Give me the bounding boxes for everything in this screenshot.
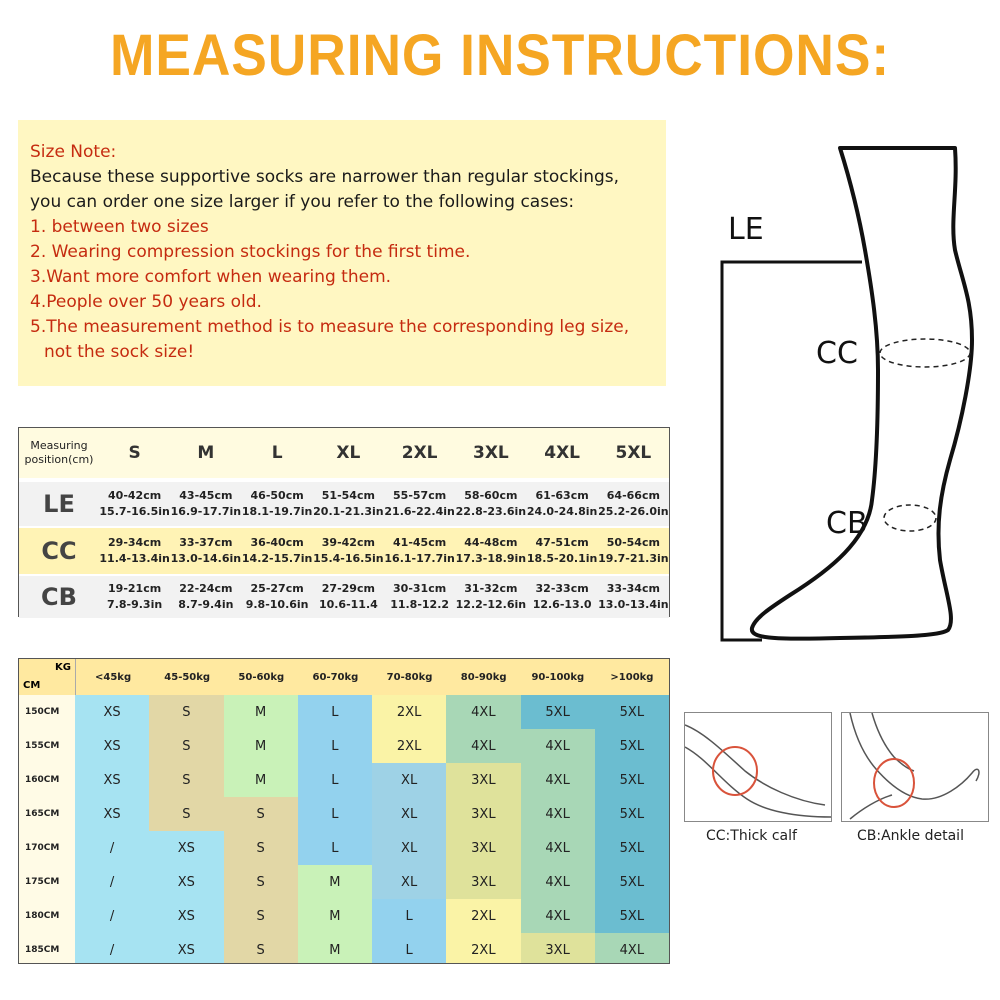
measure-cell (313, 576, 384, 618)
measure-cell (313, 482, 384, 526)
cc-detail-image (684, 712, 832, 822)
weight-header: 70-80kg (386, 671, 433, 683)
measure-cm: 33-37cm (179, 536, 233, 549)
size-cell: 3XL (446, 831, 520, 865)
measure-cell (384, 528, 455, 574)
page-title: MEASURING INSTRUCTIONS: (109, 23, 891, 88)
size-cell: XS (149, 865, 223, 899)
size-table-row-cc (19, 528, 669, 574)
measure-cm: 58-60cm (464, 489, 518, 502)
size-cell: 2XL (372, 729, 446, 763)
measure-cm: 25-27cm (250, 582, 304, 595)
measure-cm: 46-50cm (250, 489, 304, 502)
size-cell: XS (75, 695, 149, 729)
size-cell: XL (372, 797, 446, 831)
measure-in: 22.8-23.6in (455, 505, 527, 518)
size-cell: S (224, 797, 298, 831)
size-cell: 5XL (595, 763, 669, 797)
size-note-case-5b: not the sock size! (44, 342, 195, 362)
weight-header: 50-60kg (238, 671, 285, 683)
measure-in: 9.8-10.6in (245, 598, 309, 611)
measure-in: 24.0-24.8in (526, 505, 598, 518)
cm-label: CM (23, 680, 41, 691)
chart-row (19, 763, 669, 797)
size-cell: 4XL (521, 899, 595, 933)
measure-cell (455, 482, 526, 526)
size-note-intro-2: you can order one size larger if you refer to the following cases: (30, 192, 575, 212)
size-table-corner (19, 428, 99, 478)
kg-label: KG (55, 662, 71, 673)
measure-cell (170, 482, 241, 526)
measure-cell (455, 576, 526, 618)
cb-caption: CB:Ankle detail (857, 828, 964, 844)
weight-header: 45-50kg (164, 671, 211, 683)
size-table (18, 427, 670, 617)
size-cell: XS (75, 763, 149, 797)
measure-cell (598, 576, 669, 618)
size-cell: S (224, 899, 298, 933)
size-table-header (19, 428, 669, 478)
measure-in: 21.6-22.4in (384, 505, 455, 518)
ankle-detail-icon (842, 713, 988, 821)
size-table-row-cb (19, 576, 669, 618)
height-label: 185CM (19, 933, 75, 964)
measure-in: 12.2-12.6in (455, 598, 527, 611)
size-note-intro-1: Because these supportive socks are narrower than regular stockings, (30, 167, 620, 187)
size-cell: 5XL (595, 797, 669, 831)
weight-header: 80-90kg (460, 671, 507, 683)
measure-cell (598, 528, 669, 574)
size-header: 3XL (472, 443, 509, 463)
height-weight-body (19, 695, 669, 964)
size-cell: L (298, 763, 372, 797)
measure-cm: 36-40cm (250, 536, 304, 549)
measure-in: 11.8-12.2 (390, 598, 450, 611)
size-note-case-2: 2. Wearing compression stockings for the first time. (30, 242, 471, 262)
size-cell: M (224, 695, 298, 729)
height-label: 160CM (19, 763, 75, 797)
leg-diagram (700, 140, 1000, 650)
measure-in: 19.7-21.3in (598, 552, 669, 565)
size-cell: / (75, 865, 149, 899)
measure-in: 12.6-13.0 (532, 598, 592, 611)
measure-cell (598, 482, 669, 526)
measure-cm: 64-66cm (606, 489, 660, 502)
weight-header: <45kg (95, 671, 132, 683)
size-cell: M (224, 729, 298, 763)
size-cell: 4XL (521, 865, 595, 899)
measure-cm: 43-45cm (179, 489, 233, 502)
cc-caption: CC:Thick calf (706, 828, 797, 844)
thick-calf-icon (685, 713, 831, 821)
size-table-row-le (19, 482, 669, 526)
size-cell: / (75, 933, 149, 964)
size-cell: XS (75, 797, 149, 831)
measure-cell (384, 576, 455, 618)
size-cell: 5XL (521, 695, 595, 729)
measure-in: 17.3-18.9in (455, 552, 527, 565)
chart-row (19, 865, 669, 899)
size-cell: 2XL (446, 899, 520, 933)
measure-cm: 39-42cm (321, 536, 375, 549)
size-header: 2XL (401, 443, 438, 463)
measure-cm: 19-21cm (108, 582, 162, 595)
chart-row (19, 695, 669, 729)
size-cell: 2XL (446, 933, 520, 964)
size-note-heading: Size Note: (30, 142, 117, 162)
size-cell: S (149, 695, 223, 729)
size-note-case-1: 1. between two sizes (30, 217, 209, 237)
measure-cm: 61-63cm (535, 489, 589, 502)
weight-header: 60-70kg (312, 671, 359, 683)
size-cell: 4XL (521, 831, 595, 865)
measure-label: LE (43, 490, 75, 518)
size-cell: XL (372, 831, 446, 865)
size-cell: XS (149, 831, 223, 865)
measure-cell (384, 482, 455, 526)
chart-row (19, 933, 669, 964)
size-cell: XL (372, 763, 446, 797)
le-label: LE (728, 212, 764, 247)
measure-cm: 31-32cm (464, 582, 518, 595)
measure-in: 16.1-17.7in (384, 552, 455, 565)
size-cell: 5XL (595, 729, 669, 763)
size-cell: 2XL (372, 695, 446, 729)
measure-cm: 32-33cm (535, 582, 589, 595)
size-cell: XS (149, 933, 223, 964)
measure-in: 8.7-9.4in (178, 598, 234, 611)
measure-cell (99, 576, 170, 618)
height-label: 170CM (19, 831, 75, 865)
height-weight-chart (18, 658, 670, 964)
size-cell: L (298, 695, 372, 729)
measure-cm: 47-51cm (535, 536, 589, 549)
size-note-case-5a: 5.The measurement method is to measure the corresponding leg size, (30, 317, 630, 337)
measure-in: 18.1-19.7in (241, 505, 313, 518)
chart-row (19, 729, 669, 763)
measure-cm: 27-29cm (321, 582, 375, 595)
size-cell: 4XL (521, 729, 595, 763)
size-header: 4XL (544, 443, 581, 463)
size-cell: 4XL (595, 933, 669, 964)
measure-in: 13.0-13.4in (598, 598, 669, 611)
height-label: 180CM (19, 899, 75, 933)
measure-cm: 30-31cm (393, 582, 447, 595)
measure-cell (455, 528, 526, 574)
size-cell: 5XL (595, 899, 669, 933)
chart-row (19, 899, 669, 933)
measure-cm: 22-24cm (179, 582, 233, 595)
size-cell: L (298, 797, 372, 831)
size-header: S (128, 443, 141, 463)
size-cell: L (298, 831, 372, 865)
measure-in: 11.4-13.4in (99, 552, 170, 565)
size-cell: S (224, 831, 298, 865)
measure-cm: 50-54cm (606, 536, 660, 549)
measure-in: 14.2-15.7in (241, 552, 313, 565)
size-header: XL (336, 443, 361, 463)
size-cell: 5XL (595, 865, 669, 899)
height-label: 150CM (19, 695, 75, 729)
measure-in: 16.9-17.7in (170, 505, 242, 518)
measure-in: 15.4-16.5in (313, 552, 384, 565)
height-label: 155CM (19, 729, 75, 763)
size-header: L (271, 443, 283, 463)
measure-cell (170, 576, 241, 618)
cc-label: CC (816, 336, 858, 371)
weight-header: >100kg (610, 671, 654, 683)
measure-cell (313, 528, 384, 574)
cb-label: CB (826, 506, 868, 541)
size-header: 5XL (615, 443, 652, 463)
measure-cell (527, 528, 598, 574)
measure-cell (527, 576, 598, 618)
size-cell: XL (372, 865, 446, 899)
height-label: 165CM (19, 797, 75, 831)
size-cell: L (298, 729, 372, 763)
size-cell: 4XL (521, 797, 595, 831)
measure-cell (99, 482, 170, 526)
size-note-case-3: 3.Want more comfort when wearing them. (30, 267, 392, 287)
size-table-corner-line1: Measuring (30, 439, 88, 452)
size-note (18, 120, 666, 386)
size-cell: L (372, 899, 446, 933)
size-cell: / (75, 831, 149, 865)
height-weight-header (19, 659, 669, 695)
measure-cm: 44-48cm (464, 536, 518, 549)
size-cell: 4XL (446, 695, 520, 729)
measure-in: 15.7-16.5in (99, 505, 170, 518)
size-cell: S (149, 797, 223, 831)
measure-cell (527, 482, 598, 526)
size-cell: 3XL (446, 865, 520, 899)
size-cell: XS (149, 899, 223, 933)
size-header: M (197, 443, 215, 463)
measure-cm: 29-34cm (108, 536, 162, 549)
size-cell: 3XL (446, 797, 520, 831)
measure-cm: 41-45cm (393, 536, 447, 549)
size-cell: 5XL (595, 695, 669, 729)
measure-in: 18.5-20.1in (526, 552, 598, 565)
size-cell: / (75, 899, 149, 933)
size-cell: XS (75, 729, 149, 763)
measure-cm: 40-42cm (108, 489, 162, 502)
measure-cm: 55-57cm (393, 489, 447, 502)
cb-detail-image (841, 712, 989, 822)
size-cell: 4XL (446, 729, 520, 763)
size-cell: M (298, 865, 372, 899)
measure-in: 13.0-14.6in (170, 552, 242, 565)
size-cell: S (224, 865, 298, 899)
measure-cell (242, 482, 313, 526)
size-cell: M (298, 933, 372, 964)
measure-in: 25.2-26.0in (598, 505, 669, 518)
height-weight-corner (19, 659, 76, 695)
size-cell: L (372, 933, 446, 964)
size-cell: 3XL (521, 933, 595, 964)
weight-header: 90-100kg (531, 671, 585, 683)
size-cell: 5XL (595, 831, 669, 865)
size-note-case-4: 4.People over 50 years old. (30, 292, 262, 312)
size-table-corner-line2: position(cm) (24, 453, 94, 466)
size-cell: M (298, 899, 372, 933)
size-cell: S (149, 763, 223, 797)
measure-cm: 33-34cm (606, 582, 660, 595)
height-label: 175CM (19, 865, 75, 899)
measure-cm: 51-54cm (321, 489, 375, 502)
chart-row (19, 797, 669, 831)
measure-in: 20.1-21.3in (313, 505, 384, 518)
measure-cell (99, 528, 170, 574)
size-cell: 3XL (446, 763, 520, 797)
size-cell: 4XL (521, 763, 595, 797)
size-cell: M (224, 763, 298, 797)
size-cell: S (149, 729, 223, 763)
measure-cell (170, 528, 241, 574)
measure-label: CC (41, 537, 77, 565)
measure-in: 7.8-9.3in (107, 598, 163, 611)
size-cell: S (224, 933, 298, 964)
measure-cell (242, 576, 313, 618)
measure-in: 10.6-11.4 (318, 598, 378, 611)
chart-row (19, 831, 669, 865)
measure-cell (242, 528, 313, 574)
measure-label: CB (41, 583, 77, 611)
